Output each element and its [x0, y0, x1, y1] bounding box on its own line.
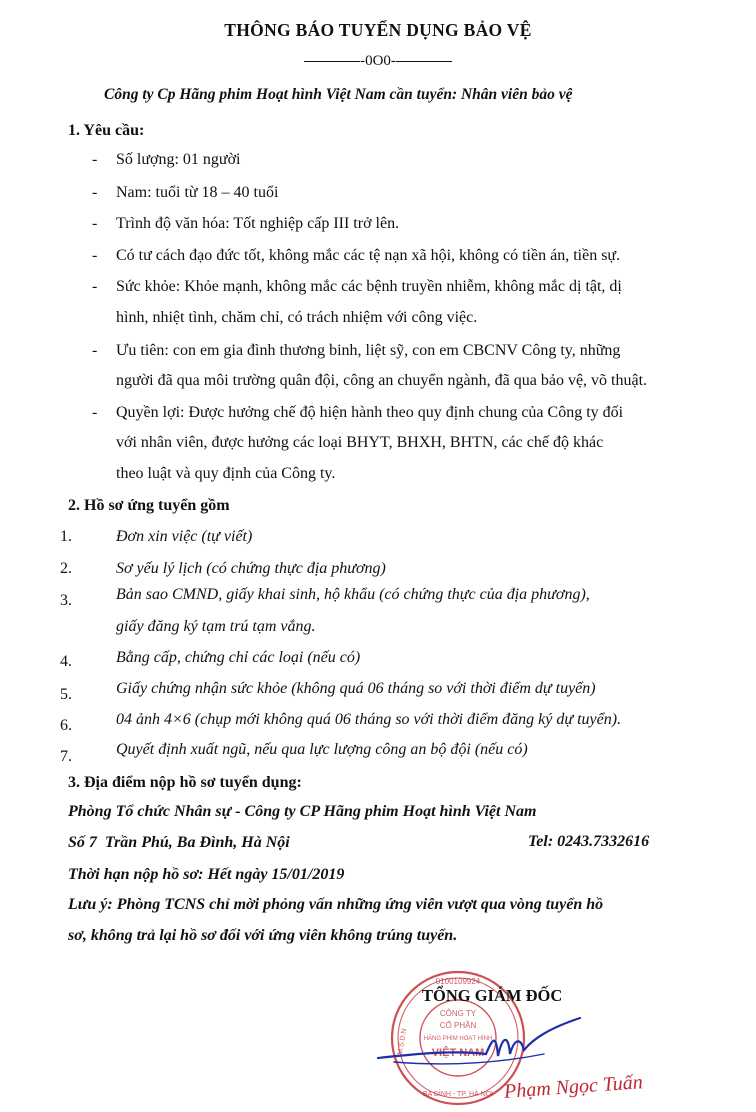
handwritten-signature: [374, 1010, 584, 1080]
title-ornament: [0, 53, 756, 70]
requirement-quantity: Số lượng: 01 người: [116, 151, 241, 168]
submission-office: Phòng Tổ chức Nhân sự - Công ty CP Hãng phim Hoạt hình Việt Nam: [68, 803, 537, 820]
document-number: 3.: [60, 592, 72, 609]
svg-text:HÃNG PHIM HOẠT HÌNH: HÃNG PHIM HOẠT HÌNH: [423, 1036, 493, 1042]
note-line-1: Lưu ý: Phòng TCNS chỉ mời phỏng vấn những ứng viên vượt qua vòng tuyển hồ: [68, 896, 604, 913]
bullet-dash: -: [92, 404, 98, 421]
submission-deadline: Thời hạn nộp hồ sơ: Hết ngày 15/01/2019: [68, 866, 345, 883]
document-number: 4.: [60, 653, 72, 670]
document-item: Quyết định xuất ngũ, nếu qua lực lượng công an bộ đội (nếu có): [116, 741, 528, 758]
requirement-benefits-line-3: theo luật và quy định của Công ty.: [116, 465, 336, 482]
document-item: Bản sao CMND, giấy khai sinh, hộ khẩu (có chứng thực của địa phương),: [116, 586, 590, 603]
document-item: Đơn xin việc (tự viết): [116, 528, 253, 545]
document-item: Giấy chứng nhận sức khỏe (không quá 06 tháng so với thời điểm dự tuyển): [116, 680, 596, 697]
submission-address: Số 7 Trần Phú, Ba Đình, Hà Nội: [68, 834, 290, 851]
bullet-dash: -: [92, 278, 98, 295]
requirement-health-line-1: Sức khỏe: Khỏe mạnh, không mắc các bệnh truyền nhiễm, không mắc dị tật, dị: [116, 278, 622, 295]
svg-text:0100109924: 0100109924: [435, 977, 481, 986]
document-number: 7.: [60, 748, 72, 765]
svg-text:M.S.D.N: M.S.D.N: [396, 1028, 409, 1056]
document-item: Bằng cấp, chứng chỉ các loại (nếu có): [116, 649, 361, 666]
note-line-2: sơ, không trả lại hồ sơ đối với ứng viên không trúng tuyển.: [68, 927, 458, 944]
ornament-rule-left: [304, 61, 360, 62]
document-item: Sơ yếu lý lịch (có chứng thực địa phương): [116, 560, 386, 577]
bullet-dash: -: [92, 184, 98, 201]
signatory-title: TỔNG GIÁM ĐỐC: [422, 986, 563, 1005]
requirement-conduct: Có tư cách đạo đức tốt, không mắc các tệ nạn xã hội, không có tiền án, tiền sự.: [116, 247, 621, 264]
ornament-text: -0O0-: [360, 53, 396, 69]
signatory-name: Phạm Ngọc Tuấn: [503, 1071, 644, 1103]
document-number: 1.: [60, 528, 72, 545]
requirement-benefits-line-2: với nhân viên, được hưởng các loại BHYT, BHXH, BHTN, các chế độ khác: [116, 434, 604, 451]
svg-text:BA ĐÌNH - TP. HÀ NỘI: BA ĐÌNH - TP. HÀ NỘI: [422, 1091, 494, 1098]
document-number: 6.: [60, 717, 72, 734]
requirement-priority-line-1: Ưu tiên: con em gia đình thương binh, liệt sỹ, con em CBCNV Công ty, những: [116, 342, 621, 359]
document-number: 2.: [60, 560, 72, 577]
requirement-health-line-2: hình, nhiệt tình, chăm chỉ, có trách nhiệm với công việc.: [116, 309, 478, 326]
section-2-heading: 2. Hồ sơ ứng tuyển gồm: [68, 497, 230, 514]
bullet-dash: -: [92, 247, 98, 264]
bullet-dash: -: [92, 215, 98, 232]
requirement-age: Nam: tuổi từ 18 – 40 tuổi: [116, 184, 279, 201]
bullet-dash: -: [92, 342, 98, 359]
company-announcement: Công ty Cp Hãng phim Hoạt hình Việt Nam cần tuyển: Nhân viên bảo vệ: [104, 86, 573, 103]
document-item-continued: giấy đăng ký tạm trú tạm vắng.: [116, 618, 316, 635]
section-1-heading: 1. Yêu cầu:: [68, 122, 145, 139]
document-item: 04 ảnh 4×6 (chụp mới không quá 06 tháng so với thời điểm đăng ký dự tuyển).: [116, 711, 622, 728]
page-title: THÔNG BÁO TUYỂN DỤNG BẢO VỆ: [224, 20, 532, 40]
svg-text:CỔ PHẦN: CỔ PHẦN: [439, 1021, 477, 1030]
document-number: 5.: [60, 686, 72, 703]
svg-text:VIỆT NAM: VIỆT NAM: [431, 1047, 485, 1059]
ornament-rule-right: [396, 61, 452, 62]
requirement-education: Trình độ văn hóa: Tốt nghiệp cấp III trở lên.: [116, 215, 400, 232]
requirement-priority-line-2: người đã qua môi trường quân đội, công an chuyển ngành, đã qua bảo vệ, võ thuật.: [116, 372, 648, 389]
submission-phone: Tel: 0243.7332616: [528, 833, 650, 850]
svg-text:CÔNG TY: CÔNG TY: [439, 1009, 477, 1018]
section-3-heading: 3. Địa điểm nộp hồ sơ tuyển dụng:: [68, 774, 302, 791]
requirement-benefits-line-1: Quyền lợi: Được hưởng chế độ hiện hành theo quy định chung của Công ty đối: [116, 404, 624, 421]
bullet-dash: -: [92, 151, 98, 168]
